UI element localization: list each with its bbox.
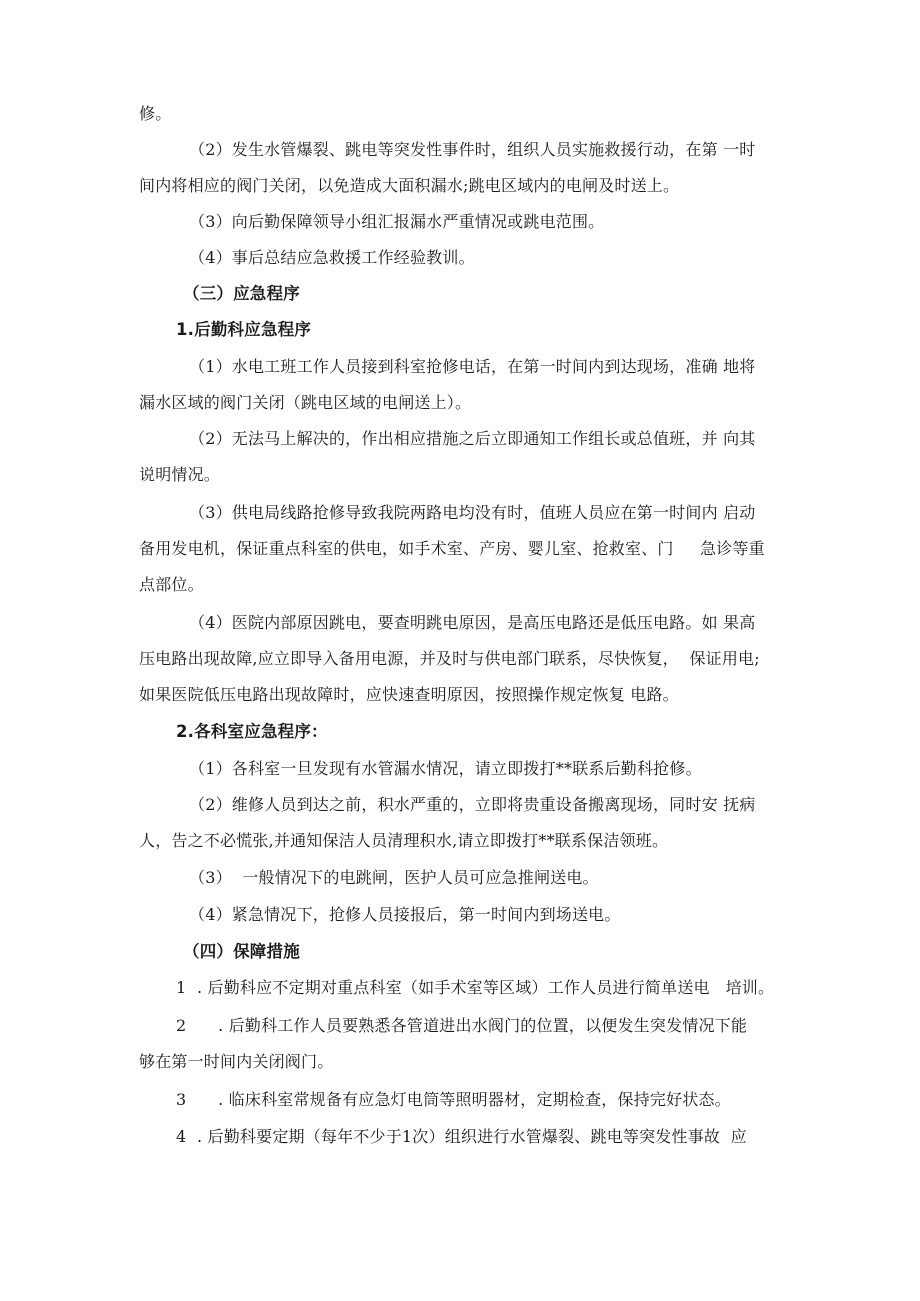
text-line-25: 1 . 后勤科应不定期对重点科室（如手术室等区域）工作人员进行简单送电 培训。 — [176, 978, 775, 997]
text-line-19: （1）各科室一旦发现有水管漏水情况，请立即拨打**联系后勤科抢修。 — [189, 759, 702, 778]
text-line-1: 修。 — [139, 104, 172, 123]
text-line-15: （4）医院内部原因跳电，要查明跳电原因，是高压电路还是低压电路。如 果高 — [189, 613, 756, 632]
text-line-2: （2）发生水管爆裂、跳电等突发性事件时，组织人员实施救援行动，在第 一时 — [189, 140, 756, 159]
text-line-11: 说明情况。 — [139, 465, 221, 484]
text-line-3: 间内将相应的阀门关闭，以免造成大面积漏水;跳电区域内的电闸及时送上。 — [139, 176, 680, 195]
text-line-12: （3）供电局线路抢修导致我院两路电均没有时，值班人员应在第一时间内 启动 — [189, 503, 756, 522]
text-line-9: 漏水区域的阀门关闭（跳电区域的电闸送上）。 — [139, 393, 472, 412]
text-line-22: （3） 一般情况下的电跳闸，医护人员可应急推闸送电。 — [189, 868, 599, 887]
subheading-logistics-procedure: 1.后勤科应急程序 — [176, 320, 312, 339]
text-line-28: 3 . 临床科室常规备有应急灯电筒等照明器材，定期检查，保持完好状态。 — [176, 1090, 731, 1109]
text-line-17: 如果医院低压电路出现故障时，应快速查明原因，按照操作规定恢复 电路。 — [139, 685, 679, 704]
section-heading-emergency-procedure: （三）应急程序 — [183, 284, 300, 303]
text-line-29: 4 . 后勤科要定期（每年不少于1次）组织进行水管爆裂、跳电等突发性事故 应 — [176, 1127, 747, 1146]
text-line-23: （4）紧急情况下，抢修人员接报后，第一时间内到场送电。 — [189, 905, 621, 924]
text-line-4: （3）向后勤保障领导小组汇报漏水严重情况或跳电范围。 — [189, 212, 605, 231]
section-heading-safeguard-measures: （四）保障措施 — [183, 942, 300, 961]
subheading-departments-procedure: 2.各科室应急程序： — [176, 722, 328, 741]
text-line-5: （4）事后总结应急救援工作经验教训。 — [189, 248, 475, 267]
text-line-16: 压电路出现故障,应立即导入备用电源，并及时与供电部门联系，尽快恢复， 保证用电; — [139, 649, 760, 668]
text-line-13: 备用发电机，保证重点科室的供电，如手术室、产房、婴儿室、抢救室、门 急诊等重 — [139, 539, 765, 558]
text-line-20: （2）维修人员到达之前，积水严重的，立即将贵重设备搬离现场，同时安 抚病 — [189, 795, 756, 814]
text-line-26: 2 . 后勤科工作人员要熟悉各管道进出水阀门的位置，以便发生突发情况下能 — [176, 1016, 748, 1035]
text-line-27: 够在第一时间内关闭阀门。 — [139, 1052, 334, 1071]
text-line-8: （1）水电工班工作人员接到科室抢修电话，在第一时间内到达现场，准确 地将 — [189, 357, 756, 376]
text-line-10: （2）无法马上解决的，作出相应措施之后立即通知工作组长或总值班，并 向其 — [189, 429, 756, 448]
text-line-14: 点部位。 — [139, 575, 204, 594]
text-line-21: 人，告之不必慌张,并通知保洁人员清理积水,请立即拨打**联系保洁领班。 — [139, 831, 669, 850]
